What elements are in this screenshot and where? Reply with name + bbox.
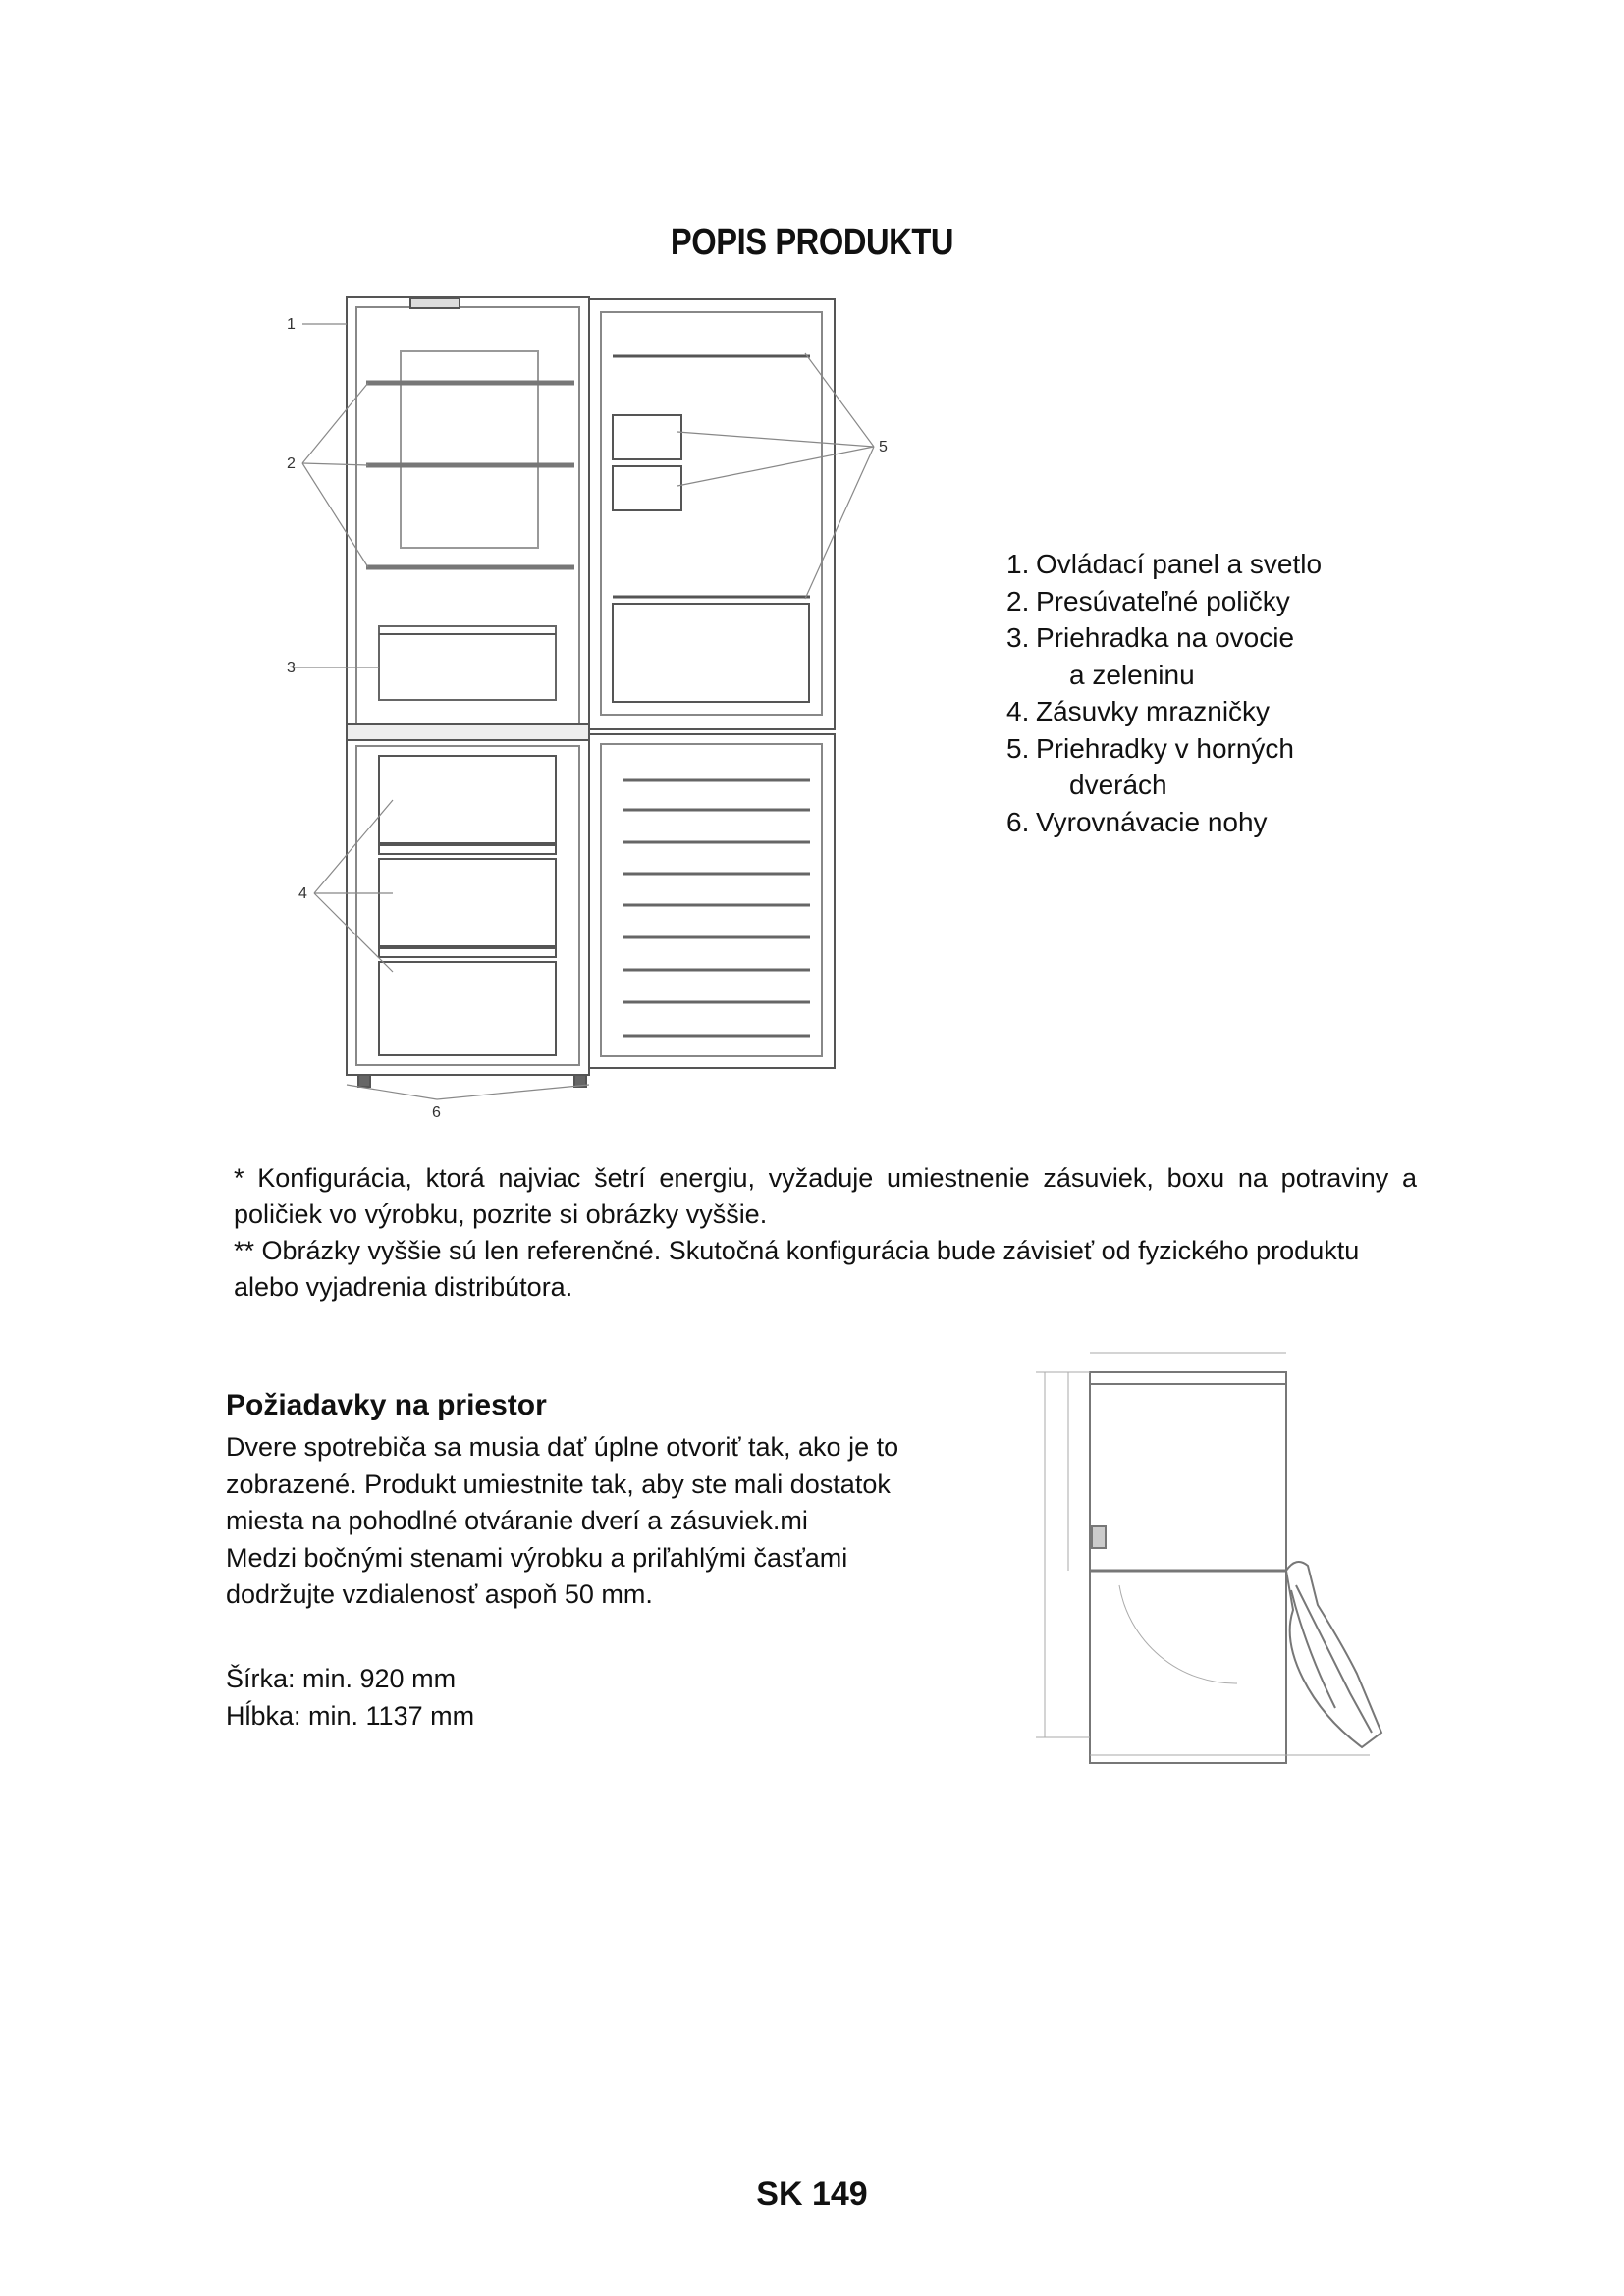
callout-3: 3: [287, 660, 296, 676]
door-opening-diagram: [1021, 1325, 1434, 1777]
space-requirements-heading: Požiadavky na priestor: [226, 1389, 547, 1421]
legend-item: 4. Zásuvky mrazničky: [1006, 696, 1271, 726]
callout-6: 6: [432, 1104, 441, 1119]
page-number: SK 149: [756, 2175, 868, 2213]
legend-item-continuation: dverách: [1069, 770, 1167, 800]
callout-2: 2: [287, 455, 296, 472]
legend-item: 1. Ovládací panel a svetlo: [1006, 549, 1323, 579]
note-energy-config: * Konfigurácia, ktorá najviac šetrí energiu, vyžaduje umiestnenie zásuviek, boxu na potraviny a poličiek vo výrobku, pozrite si obrázky vyššie.: [234, 1163, 1417, 1229]
callout-5: 5: [879, 439, 888, 455]
dimension-depth: Hĺbka: min. 1137 mm: [226, 1700, 475, 1731]
page-title: POPIS PRODUKTU: [670, 222, 954, 263]
dimension-width: Šírka: min. 920 mm: [226, 1664, 457, 1693]
legend-item: 6. Vyrovnávacie nohy: [1006, 806, 1268, 837]
space-paragraph: Medzi bočnými stenami výrobku a priľahlými časťami dodržujte vzdialenosť aspoň 50 mm.: [226, 1542, 848, 1609]
callout-1: 1: [287, 316, 296, 333]
legend-item: 5. Priehradky v horných: [1006, 732, 1295, 764]
fridge-diagram: [285, 285, 913, 1119]
notes: [234, 1160, 1417, 1306]
dimensions: [226, 1661, 474, 1735]
legend-item: 3. Priehradka na ovocie: [1006, 622, 1295, 653]
note-reference-images: ** Obrázky vyššie sú len referenčné. Skutočná konfigurácia bude závisieť od fyzického produktu alebo vyjadrenia distribútora.: [234, 1236, 1360, 1302]
legend-item-continuation: a zeleninu: [1069, 659, 1195, 690]
space-requirements-body: [226, 1429, 933, 1614]
callout-4: 4: [298, 885, 307, 902]
space-paragraph: Dvere spotrebiča sa musia dať úplne otvoriť tak, ako je to zobrazené. Produkt umiestnite tak, aby ste mali dostatok miesta na pohodlné otváranie dverí a zásuviek.mi: [226, 1432, 899, 1535]
parts-legend: [1006, 546, 1322, 840]
legend-item: 2. Presúvateľné poličky: [1006, 585, 1290, 616]
